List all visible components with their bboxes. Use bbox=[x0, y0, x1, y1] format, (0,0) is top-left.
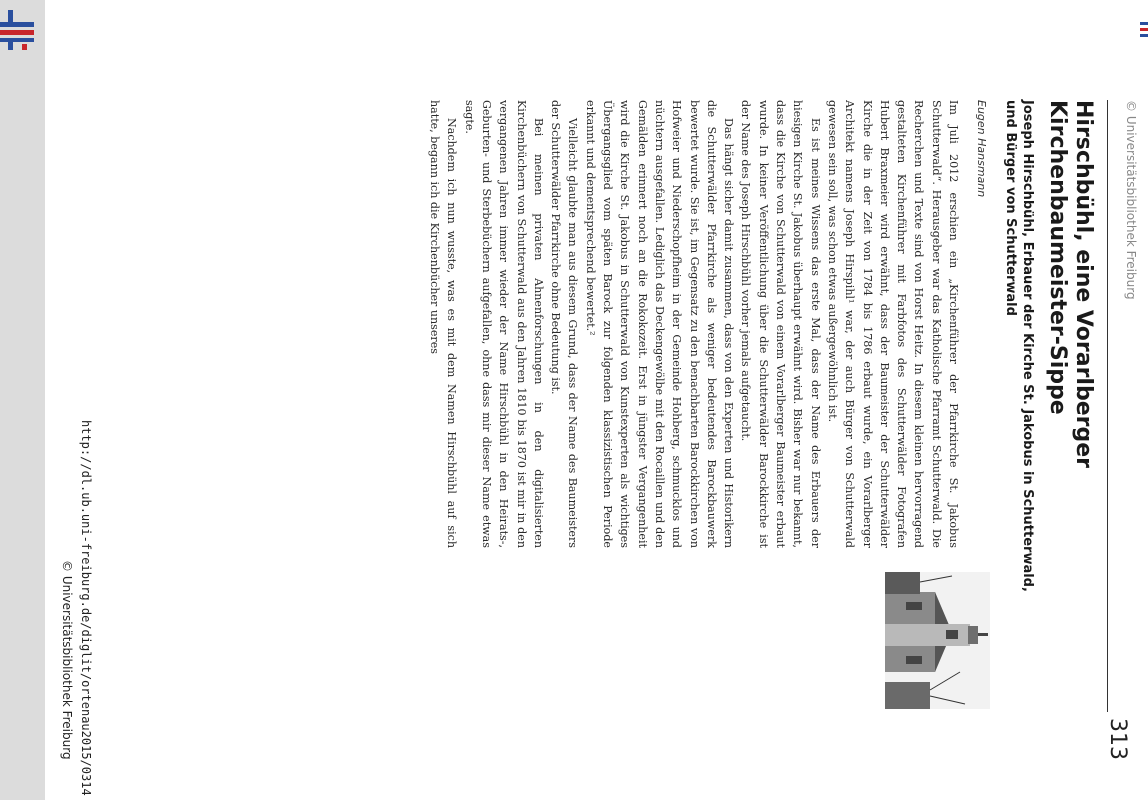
subtitle-line-1: Joseph Hirschbühl, Erbauer der Kirche St. Jakobus in Schutterwald, bbox=[1020, 100, 1035, 592]
title-line-1: Hirschbühl, eine Vorarlberger bbox=[1071, 100, 1096, 468]
paragraph: Nachdem ich nun wusste, was es mit dem Namen Hirschbühl auf sich hatte, begann ich die Kirchenbücher unseres bbox=[428, 100, 459, 548]
document-url[interactable]: http://dl.ub.uni-freiburg.de/diglit/ortenau2015/0314 bbox=[79, 420, 93, 796]
paragraph: Vielleicht glaubte man aus diesem Grund, dass der Name des Baumeisters der Schutterwälder Pfarrkirche ohne Bedeutung ist. bbox=[549, 100, 580, 548]
paragraph: Im Juli 2012 erschien ein „Kirchenführer der Pfarrkirche St. Jakobus Schutterwald“. Herausgeber war das Katholische Pfarramt Schutterwald. Die Recherchen und Texte sind von Horst Heitz. In diesem kleinen hervorragend gestalteten Kirchenführer mit Farbfotos des Schutterwälder Fotografen Hubert Braxmeier wird erwähnt, dass der Baumeister der Schutterwälder Kirche die in der Zeit von 1784 bis 1786 erbaut wurde, ein Vorarlberger Architekt namens Joseph Hirspihl¹ war, der auch Bürger von Schutterwald gewesen sein soll, was schon etwas außergewöhnlich ist. bbox=[825, 100, 960, 548]
footer-copyright: © Universitätsbibliothek Freiburg bbox=[60, 560, 74, 760]
paragraph: Das hängt sicher damit zusammen, dass von den Experten und Historikern die Schutterwälder Pfarrkirche als weniger bedeutendes Barockbauwerk bewertet wurde. Sie ist, im Gegensatz zu den benachbarten Barockkirchen von Hofweier und Niederschopfheim in der Gemeinde Hohberg, schmucklos und nüchtern ausgefallen. Lediglich das Deckengewölbe mit den Rocaillen und den Gemälden erinnert noch an die Rokokozeit. Erst in jüngster Vergangenheit wird die Kirche St. Jakobus in Schutterwald von Kunstexperten als wichtiges Übergangsglied vom späten Barock zur folgenden klassizistischen Periode erkannt und dementsprechend bewertet.² bbox=[583, 100, 736, 548]
paragraph: Es ist meines Wissens das erste Mal, dass der Name des Erbauers der hiesigen Kirche St. Jakobus überhaupt erwähnt wird. Bisher war nur bekannt, dass die Kirche von Schutterwald von einem Vorarlberger Baumeister erbaut wurde. In keiner Veröffentlichung über die Schutterwälder Barockkirche ist der Name des Joseph Hirschbühl vorher jemals aufgetaucht. bbox=[739, 100, 822, 548]
title-line-2: Kirchenbaumeister-Sippe bbox=[1045, 100, 1070, 415]
running-head: © Universitätsbibliothek Freiburg bbox=[1124, 100, 1138, 300]
article-body bbox=[426, 100, 962, 548]
article-title bbox=[1044, 100, 1096, 660]
article-subtitle bbox=[1002, 100, 1036, 660]
library-logo-icon bbox=[0, 8, 42, 52]
document-page bbox=[45, 0, 1148, 800]
rotated-page-content bbox=[45, 0, 1148, 800]
author-name: Eugen Hansmann bbox=[975, 100, 988, 198]
header-rule bbox=[1107, 100, 1108, 712]
subtitle-line-2: und Bürger von Schutterwald bbox=[1003, 100, 1018, 316]
paragraph: Bei meinen privaten Ahnenforschungen in den digitalisierten Kirchenbüchern von Schutterwald aus den Jahren 1810 bis 1870 ist mir in den vergangenen Jahren immer wieder der Name Hirschbühl in den Heirats-, Geburten- und Sterbebüchern aufgefallen, ohne dass mir dieser Name etwas sagte. bbox=[462, 100, 545, 548]
page-number: 313 bbox=[1105, 718, 1130, 760]
church-photo bbox=[885, 572, 990, 709]
viewer-sidebar bbox=[0, 0, 45, 800]
logo-fragment-icon bbox=[1140, 18, 1148, 40]
